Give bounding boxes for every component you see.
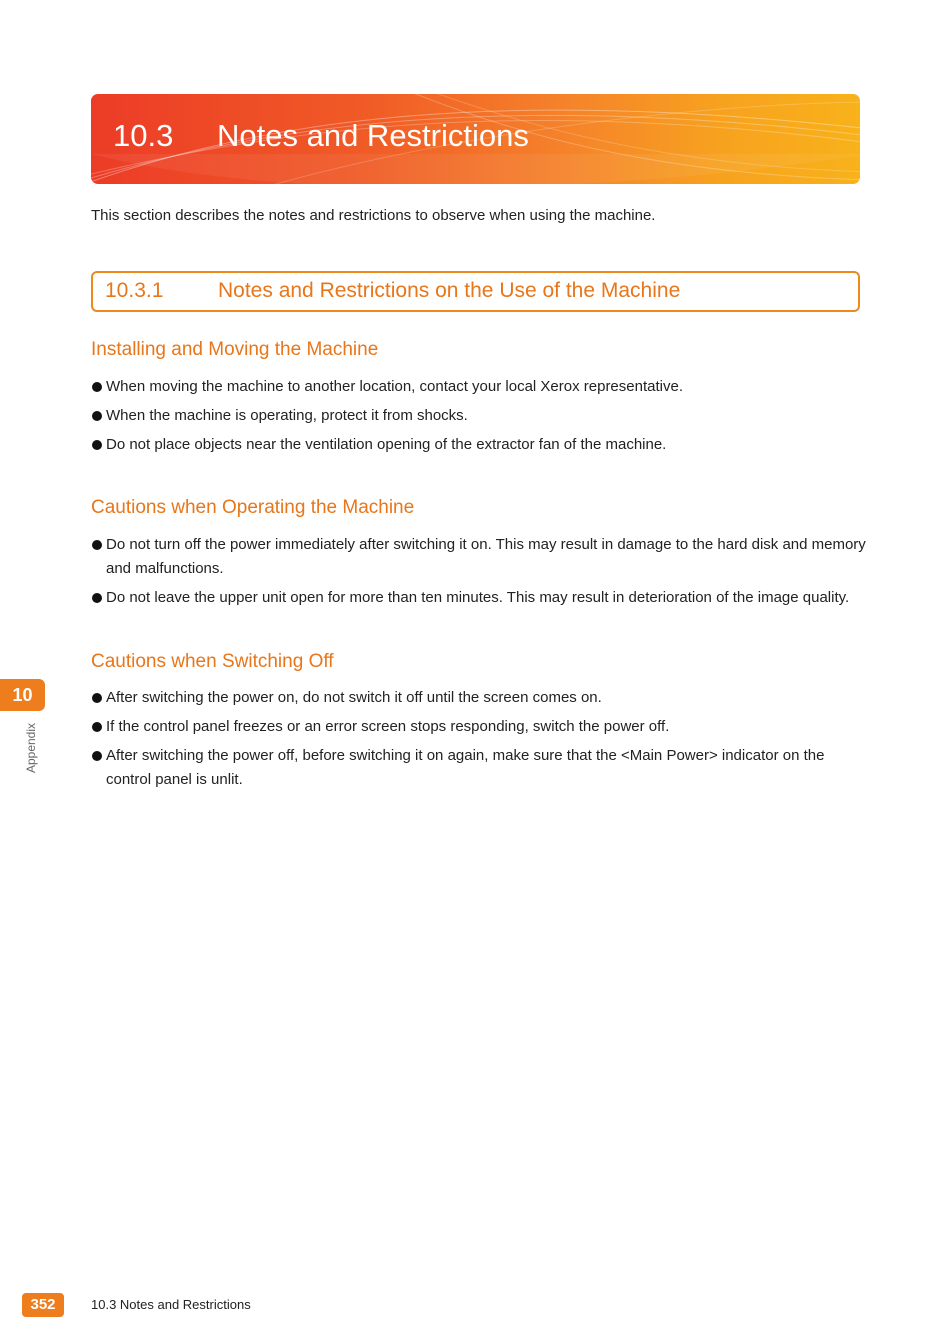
bullet-icon — [92, 440, 102, 450]
list-item-text: After switching the power off, before switching it on again, make sure that the <Main Power> indicator on the control panel is unlit. — [106, 747, 825, 788]
bullet-icon — [92, 382, 102, 392]
bullet-icon — [92, 693, 102, 703]
section-title — [113, 116, 529, 156]
list-item — [91, 715, 866, 739]
list-item-text: Do not leave the upper unit open for more than ten minutes. This may result in deterioration of the image quality. — [106, 589, 850, 606]
list-item-text: After switching the power on, do not switch it off until the screen comes on. — [106, 689, 602, 706]
subsection-title — [105, 278, 680, 304]
heading-installing-moving: Installing and Moving the Machine — [91, 339, 379, 360]
list-item-text: Do not turn off the power immediately after switching it on. This may result in damage to the hard disk and memory and malfunctions. — [106, 536, 866, 577]
list-item — [91, 375, 866, 399]
list-item — [91, 404, 866, 428]
list-item — [91, 433, 866, 457]
section-title-text: Notes and Restrictions — [217, 118, 529, 153]
subsection-box — [91, 271, 860, 312]
list-installing-moving — [91, 375, 866, 462]
section-banner — [91, 94, 860, 184]
list-item-text: When moving the machine to another location, contact your local Xerox representative. — [106, 378, 683, 395]
list-item — [91, 744, 866, 792]
chapter-tab[interactable]: 10 — [0, 679, 45, 711]
heading-cautions-operating: Cautions when Operating the Machine — [91, 497, 415, 518]
list-item — [91, 533, 866, 581]
list-item — [91, 586, 866, 610]
list-item-text: If the control panel freezes or an error screen stops responding, switch the power off. — [106, 718, 670, 735]
list-item — [91, 686, 866, 710]
bullet-icon — [92, 593, 102, 603]
intro-paragraph: This section describes the notes and restrictions to observe when using the machine. — [91, 207, 656, 224]
chapter-label: Appendix — [24, 722, 38, 774]
subsection-title-text: Notes and Restrictions on the Use of the Machine — [218, 279, 681, 302]
page-number: 352 — [22, 1293, 64, 1317]
list-cautions-switching-off — [91, 686, 866, 797]
list-cautions-operating — [91, 533, 866, 615]
bullet-icon — [92, 540, 102, 550]
bullet-icon — [92, 411, 102, 421]
subsection-number: 10.3.1 — [105, 279, 164, 302]
footer-section-title: 10.3 Notes and Restrictions — [91, 1297, 251, 1312]
section-number: 10.3 — [113, 118, 174, 153]
list-item-text: Do not place objects near the ventilation opening of the extractor fan of the machine. — [106, 436, 667, 453]
list-item-text: When the machine is operating, protect it from shocks. — [106, 407, 468, 424]
bullet-icon — [92, 722, 102, 732]
heading-cautions-switching-off: Cautions when Switching Off — [91, 651, 334, 672]
bullet-icon — [92, 751, 102, 761]
